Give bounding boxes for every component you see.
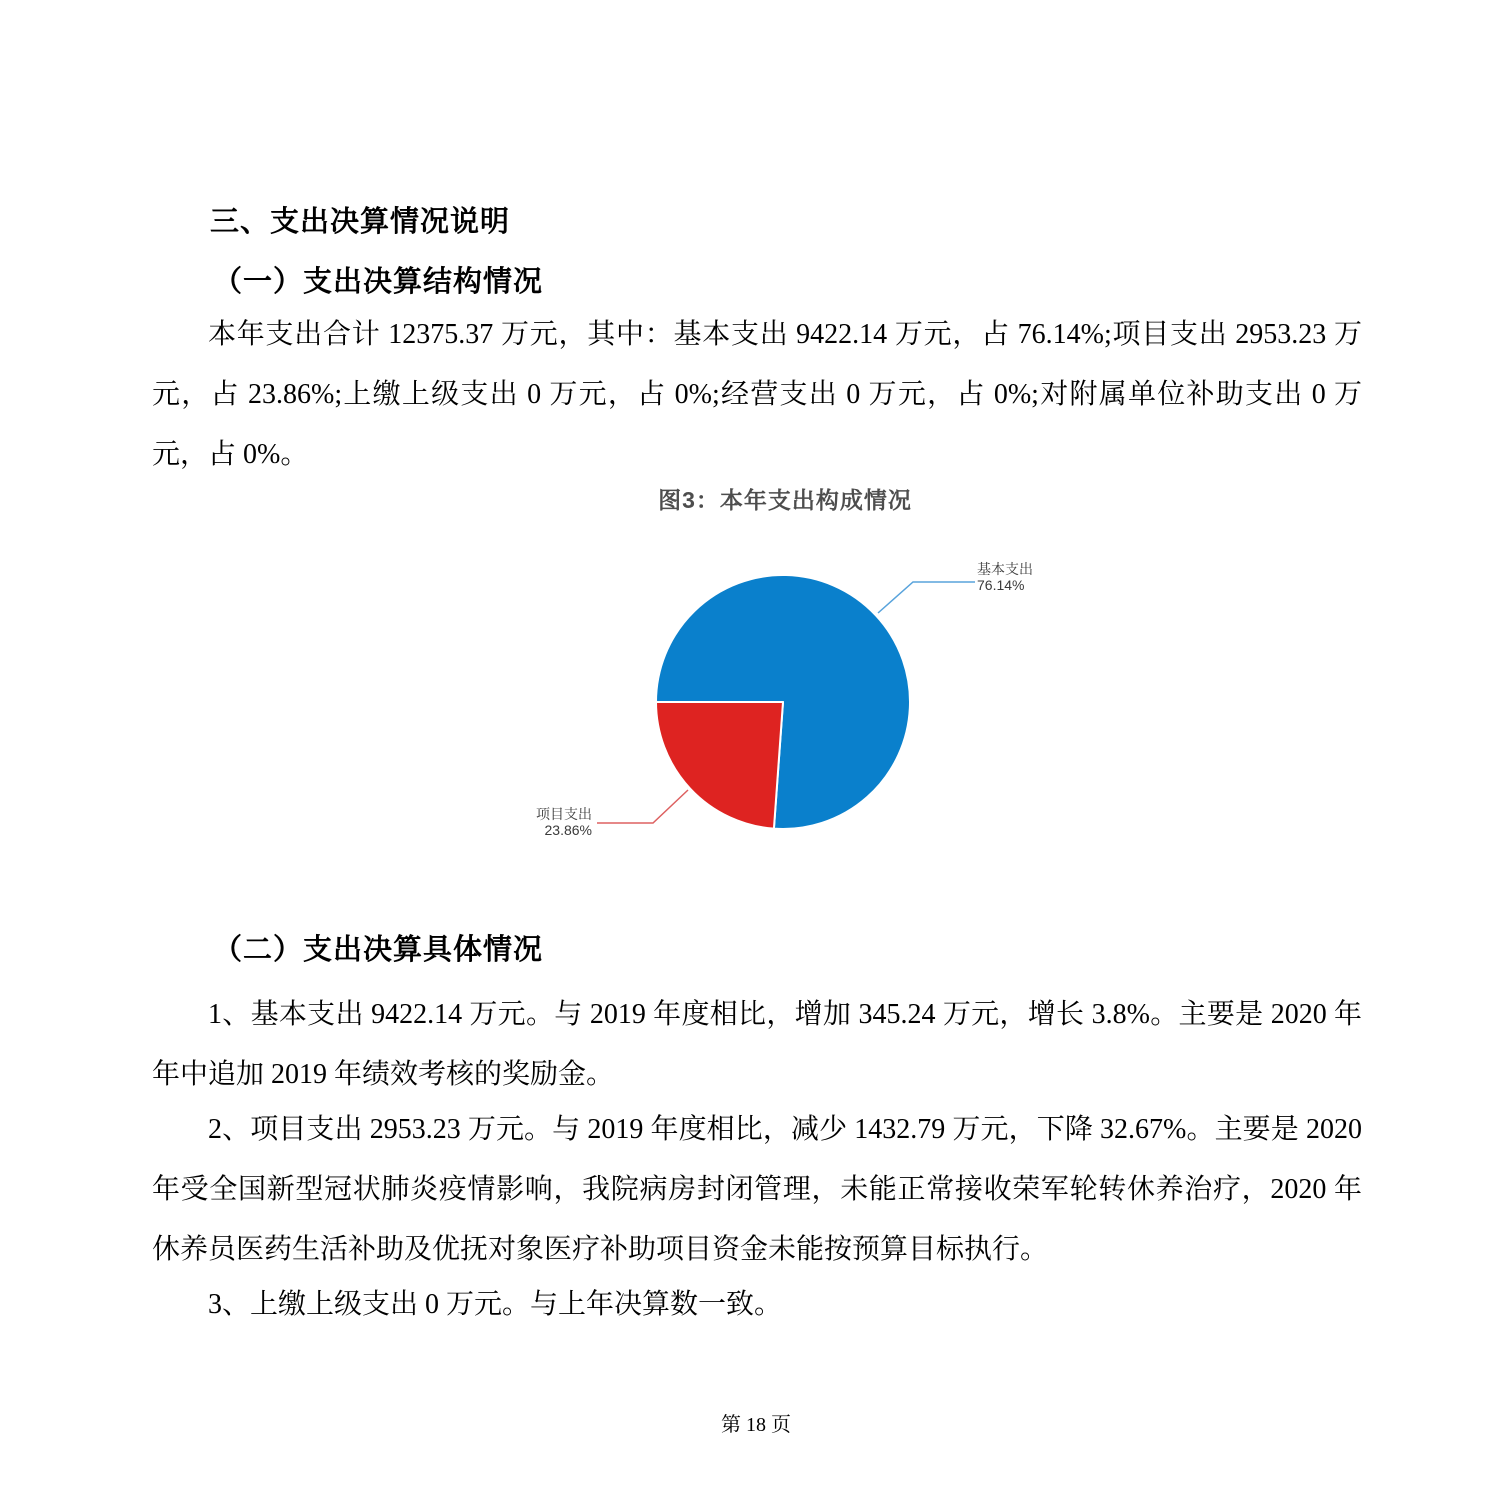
paragraph-expenditure-summary: 本年支出合计 12375.37 万元，其中：基本支出 9422.14 万元，占 76.14%;项目支出 2953.23 万元，占 23.86%;上缴上级支出 0 万元，占 0%;经营支出 0 万元，占 0%;对附属单位补助支出 0 万元，占 0%。 bbox=[152, 319, 1362, 470]
figure-expenditure-composition bbox=[400, 485, 1170, 885]
paragraph-basic-expenditure: 1、基本支出 9422.14 万元。与 2019 年度相比，增加 345.24 万元，增长 3.8%。主要是 2020 年年中追加 2019 年绩效考核的奖励金。 bbox=[152, 999, 1362, 1090]
subsection-heading-structure: （一）支出决算结构情况 bbox=[213, 266, 544, 298]
paragraph-project-expenditure: 2、项目支出 2953.23 万元。与 2019 年度相比，减少 1432.79 万元，下降 32.67%。主要是 2020 年受全国新型冠状肺炎疫情影响，我院病房封闭管理，未能正常接收荣军轮转休养治疗，2020 年休养员医药生活补助及优抚对象医疗补助项目资金未能按预算目标执行。 bbox=[152, 1114, 1362, 1265]
pie-slices bbox=[656, 575, 910, 829]
pie-label-project-name: 项目支出 bbox=[536, 806, 592, 822]
paragraph-superior-expenditure: 3、上缴上级支出 0 万元。与上年决算数一致。 bbox=[208, 1289, 783, 1320]
subsection-heading-details: （二）支出决算具体情况 bbox=[213, 934, 544, 966]
pie-label-project-percent: 23.86% bbox=[544, 822, 592, 838]
pie-label-project-expenditure bbox=[442, 806, 592, 838]
page-number: 第 18 页 bbox=[721, 1414, 791, 1436]
pie-label-basic-percent: 76.14% bbox=[977, 577, 1025, 593]
pie-label-basic-expenditure bbox=[977, 561, 1033, 593]
figure-title: 图3：本年支出构成情况 bbox=[658, 487, 912, 513]
section-heading: 三、支出决算情况说明 bbox=[210, 206, 511, 238]
leader-line-project-expenditure bbox=[597, 790, 688, 823]
pie-slice-project-expenditure bbox=[656, 702, 783, 829]
leader-line-basic-expenditure bbox=[878, 582, 975, 613]
pie-label-basic-name: 基本支出 bbox=[977, 561, 1033, 577]
